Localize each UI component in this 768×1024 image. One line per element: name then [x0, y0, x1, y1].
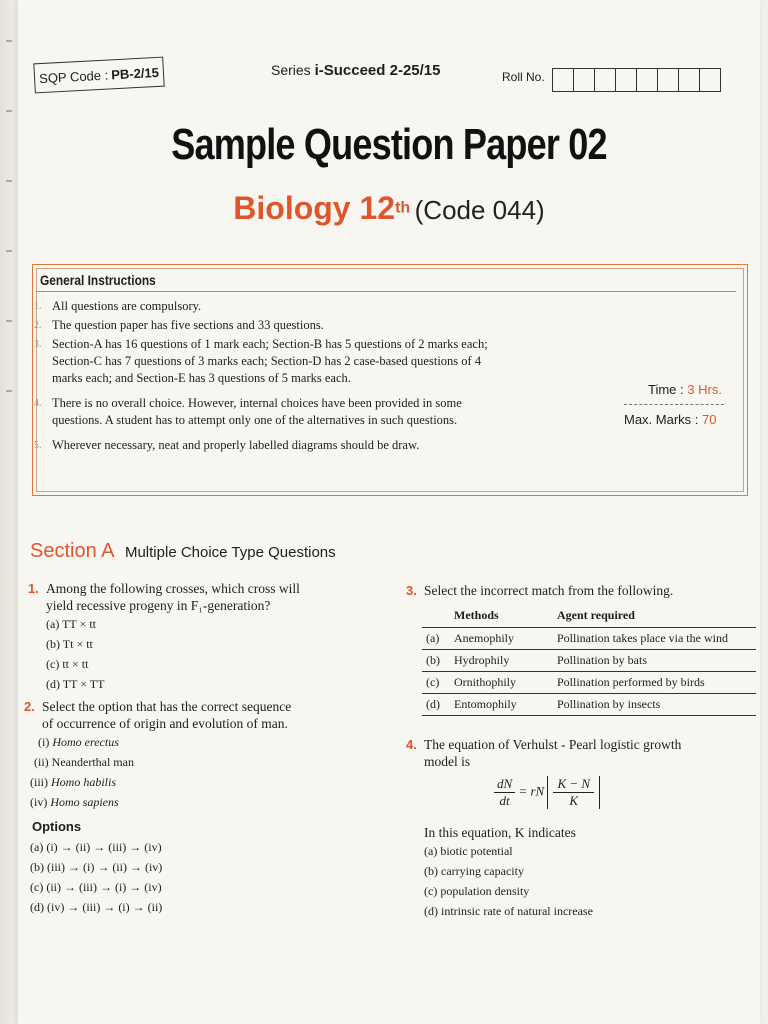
instruction-item — [34, 437, 504, 454]
roll-digit-box[interactable] — [700, 69, 720, 91]
roll-digit-box[interactable] — [574, 69, 595, 91]
section-label: Section A — [30, 540, 115, 562]
binding-mark — [6, 250, 12, 252]
roll-digit-box[interactable] — [658, 69, 679, 91]
sequence-item-number: (ii) — [34, 755, 49, 769]
time-allowed — [648, 382, 722, 397]
sequence-item — [34, 752, 392, 772]
time-label: Time : — [648, 382, 684, 397]
question-1 — [28, 580, 396, 694]
binding-mark — [6, 40, 12, 42]
question-text: Select the incorrect match from the following. — [424, 583, 674, 598]
instruction-text: There is no overall choice. However, internal choices have been provided in some questions. A student has to attempt only one of the alternatives in such questions. — [52, 396, 462, 427]
table-header-cell — [422, 604, 450, 628]
instruction-item — [34, 336, 504, 387]
question-paper-page — [18, 0, 760, 1024]
answer-option[interactable]: (b) Tt × tt — [46, 637, 93, 651]
instruction-number: 1. — [34, 301, 42, 312]
answer-option[interactable]: (a) TT × tt — [46, 617, 96, 631]
question-stem: In this equation, K indicates — [424, 825, 576, 840]
series-label: Series — [271, 62, 311, 78]
instruction-item — [34, 317, 504, 334]
page-binding-edge — [0, 0, 18, 1024]
question-text: of occurrence of origin and evolution of man. — [42, 716, 288, 731]
instruction-number: 5. — [34, 440, 42, 451]
instruction-item — [34, 395, 504, 429]
roll-number-boxes[interactable] — [552, 68, 721, 92]
table-row[interactable] — [422, 694, 756, 716]
answer-option[interactable]: (c) population density — [424, 884, 530, 898]
section-title: Multiple Choice Type Questions — [124, 544, 336, 561]
table-header-row — [422, 604, 756, 628]
roll-digit-box[interactable] — [595, 69, 616, 91]
equation-middle: = rN — [518, 783, 545, 799]
answer-option[interactable]: (b) (iii) → (i) → (ii) → (iv) — [30, 860, 163, 874]
series-line — [271, 62, 440, 79]
answer-option[interactable]: (d) (iv) → (iii) → (i) → (ii) — [30, 900, 163, 914]
answer-option[interactable]: (a) biotic potential — [424, 844, 513, 858]
table-header-cell: Agent required — [553, 604, 756, 628]
roll-digit-box[interactable] — [616, 69, 637, 91]
paper-subtitle — [18, 190, 760, 227]
time-value: 3 Hrs. — [687, 382, 722, 397]
table-header-cell: Methods — [450, 604, 553, 628]
sequence-item-text: Homo sapiens — [50, 795, 119, 809]
sqp-code-label: SQP Code : — [38, 67, 109, 86]
equation-lhs-denominator: dt — [499, 793, 510, 808]
marks-label: Max. Marks : — [624, 412, 699, 427]
question-text: Among the following crosses, which cross will — [46, 581, 300, 596]
row-option: (a) — [422, 628, 450, 650]
instruction-text: The question paper has five sections and 33 questions. — [52, 318, 324, 332]
answer-option[interactable]: (c) tt × tt — [46, 657, 89, 671]
row-method: Ornithophily — [450, 672, 553, 694]
instructions-list — [34, 298, 504, 456]
row-method: Anemophily — [450, 628, 553, 650]
question-text: Select the option that has the correct sequence — [42, 699, 292, 714]
logistic-growth-equation — [494, 776, 600, 809]
answer-option[interactable]: (b) carrying capacity — [424, 864, 524, 878]
subject-name: Biology 12 — [233, 190, 396, 226]
sequence-item-number: (i) — [38, 735, 50, 749]
table-row[interactable] — [422, 628, 756, 650]
table-row[interactable] — [422, 650, 756, 672]
row-agent: Pollination performed by birds — [553, 672, 756, 694]
instruction-text: All questions are compulsory. — [52, 299, 202, 313]
question-number: 2. — [24, 699, 35, 714]
sequence-item-number: (iv) — [30, 795, 48, 809]
sequence-item-number: (iii) — [30, 775, 48, 789]
sqp-code-badge — [33, 57, 164, 94]
roll-number-label: Roll No. — [502, 70, 545, 84]
roll-digit-box[interactable] — [637, 69, 658, 91]
row-option: (d) — [422, 694, 450, 716]
instruction-text: Section-A has 16 questions of 1 mark each; Section-B has 5 questions of 2 marks each; Section-C has 7 questions of 3 marks each; Section-D has 2 case-based questions of 4 marks each; and Section-E has 3 questions of 5 marks each. — [52, 337, 488, 385]
instruction-item — [34, 298, 504, 315]
subject-code: (Code 044) — [414, 195, 545, 225]
equation-rhs — [547, 776, 600, 809]
instructions-title-rule — [36, 291, 736, 292]
sqp-code-value: PB-2/15 — [110, 64, 160, 82]
sequence-item-text: Homo habilis — [51, 775, 117, 789]
time-marks-divider — [624, 404, 724, 405]
matching-table — [422, 604, 756, 716]
max-marks — [624, 412, 717, 427]
question-2 — [24, 698, 392, 917]
row-option: (b) — [422, 650, 450, 672]
table-row[interactable] — [422, 672, 756, 694]
equation-lhs-numerator: dN — [494, 776, 515, 793]
question-text: yield recessive progeny in F₁-generation? — [46, 598, 271, 613]
question-number: 3. — [406, 583, 417, 598]
row-agent: Pollination takes place via the wind — [553, 628, 756, 650]
row-method: Hydrophily — [450, 650, 553, 672]
subject-superscript: th — [395, 199, 411, 217]
section-heading — [30, 540, 336, 563]
sequence-item-text: Neanderthal man — [51, 755, 134, 769]
sequence-item — [38, 732, 392, 752]
answer-option[interactable]: (d) TT × TT — [46, 677, 105, 691]
question-3 — [406, 582, 754, 599]
equation-rhs-denominator: K — [569, 793, 579, 808]
options-heading: Options — [32, 819, 82, 834]
sequence-item — [30, 792, 392, 812]
question-4 — [406, 736, 760, 770]
answer-option[interactable]: (a) (i) → (ii) → (iii) → (iv) — [30, 840, 162, 854]
answer-option[interactable]: (d) intrinsic rate of natural increase — [424, 904, 593, 918]
equation-rhs-numerator: K − N — [553, 776, 594, 793]
roll-digit-box[interactable] — [553, 69, 574, 91]
row-agent: Pollination by bats — [553, 650, 756, 672]
answer-option[interactable]: (c) (ii) → (iii) → (i) → (iv) — [30, 880, 162, 894]
marks-value: 70 — [702, 412, 717, 427]
question-text: model is — [424, 754, 471, 769]
row-option: (c) — [422, 672, 450, 694]
equation-lhs — [494, 776, 515, 809]
sequence-item-text: Homo erectus — [52, 735, 119, 749]
binding-mark — [6, 390, 12, 392]
instruction-number: 4. — [34, 398, 42, 409]
paper-title: Sample Question Paper 02 — [171, 120, 607, 169]
binding-mark — [6, 110, 12, 112]
question-number: 1. — [28, 581, 39, 596]
roll-digit-box[interactable] — [679, 69, 700, 91]
question-4-options — [424, 824, 760, 921]
row-agent: Pollination by insects — [553, 694, 756, 716]
instruction-number: 3. — [34, 339, 42, 350]
instructions-title: General Instructions — [40, 272, 156, 288]
binding-mark — [6, 180, 12, 182]
sequence-item — [30, 772, 392, 792]
instruction-number: 2. — [34, 320, 42, 331]
question-text: The equation of Verhulst - Pearl logistic growth — [424, 737, 682, 752]
instruction-text: Wherever necessary, neat and properly labelled diagrams should be draw. — [52, 438, 420, 452]
series-value: i-Succeed 2-25/15 — [314, 62, 441, 79]
row-method: Entomophily — [450, 694, 553, 716]
question-number: 4. — [406, 737, 417, 752]
binding-mark — [6, 320, 12, 322]
